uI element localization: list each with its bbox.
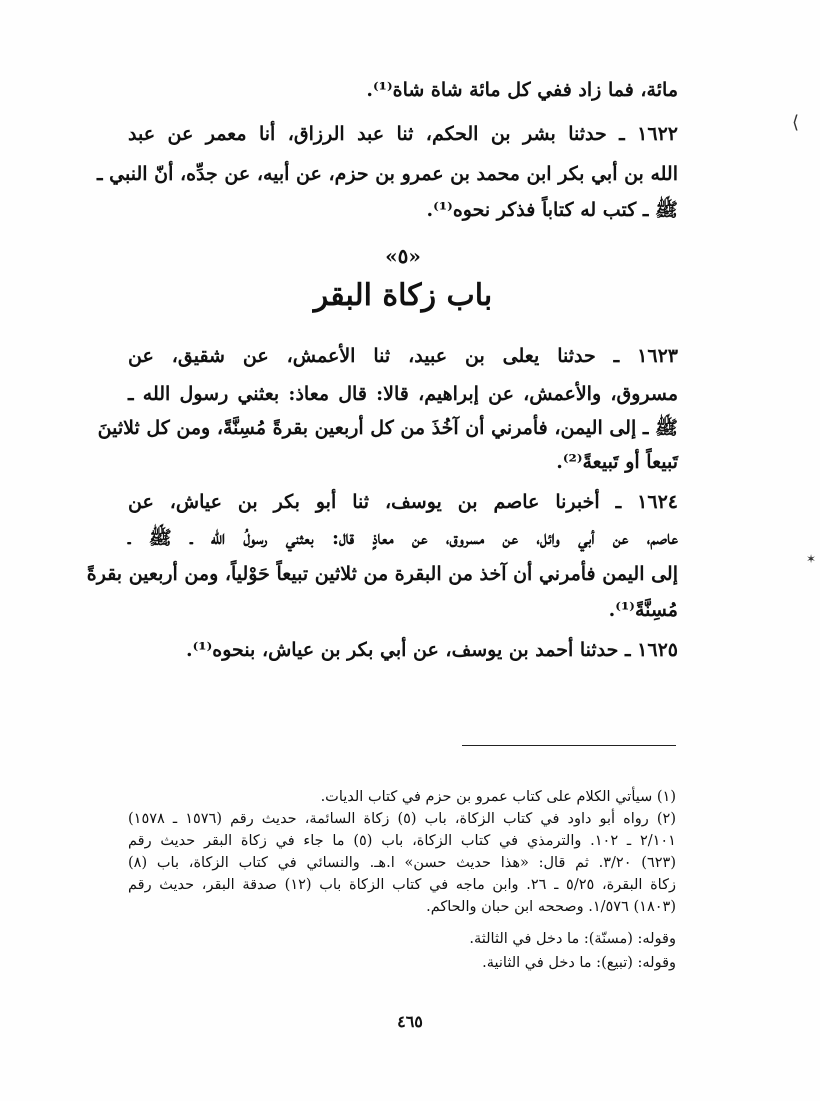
chapter-title: باب زكاة البقر [313,278,493,313]
footnote-2-line-5: (١٨٠٣) ١/٥٧٦. وصححه ابن حبان والحاكم. [426,899,676,915]
hadith-1624-line-3: إلى اليمن فأمرني أن آخذ من البقرة من ثلاثين تبيعاً حَوْلياً، ومن أربعين بقرةً [86,563,678,585]
footnote-note-1: وقوله: (مسنّة): ما دخل في الثالثة. [469,931,676,947]
hadith-1622-line-2: الله بن أبي بكر ابن محمد بن عمرو بن حزم، عن أبيه، عن جدِّه، أنّ النبي ـ [96,163,678,185]
hadith-1623-line-3: ﷺ ـ إلى اليمن، فأمرني أن آخُذَ من كل أربعين بقرةً مُسِنَّةً، ومن كل ثلاثينَ [97,417,678,439]
footnote-2-line-4: زكاة البقرة، ٥/٢٥ ـ ٢٦. وابن ماجه في كتاب الزكاة باب (١٢) صدقة البقر، حديث رقم [128,877,677,893]
hadith-1623-line-2: مسروق، والأعمش، عن إبراهيم، قالا: قال معاذ: بعثني رسول الله ـ [128,383,678,405]
margin-bracket-mark: ⟨ [792,112,800,133]
hadith-1624-line-4: مُسِنَّةً⁽¹⁾. [608,599,678,621]
footnote-2-line-2: ٢/١٠١ ـ ١٠٢. والترمذي في كتاب الزكاة، باب (٥) ما جاء في زكاة البقر حديث رقم [128,833,676,849]
margin-dot-mark: ✶ [806,552,817,566]
page-number: ٤٦٥ [397,1012,423,1031]
footnote-1: (١) سيأتي الكلام على كتاب عمرو بن حزم في كتاب الديات. [320,789,676,805]
hadith-1623-line-1: ١٦٢٣ ـ حدثنا يعلى بن عبيد، ثنا الأعمش، عن شقيق، عن [128,345,678,367]
hadith-1624-line-1: ١٦٢٤ ـ أخبرنا عاصم بن يوسف، ثنا أبو بكر بن عياش، عن [128,491,678,513]
hadith-1622-line-1: ١٦٢٢ ـ حدثنا بشر بن الحكم، ثنا عبد الرزاق، أنا معمر عن عبد [128,123,678,145]
footnote-2-line-1: (٢) رواه أبو داود في كتاب الزكاة، باب (٥) زكاة السائمة، حديث رقم (١٥٧٦ ـ ١٥٧٨) [128,811,676,827]
hadith-1622-line-3: ﷺ ـ كتب له كتاباً فذكر نحوه⁽¹⁾. [426,199,678,221]
hadith-1624-line-2: عاصم، عن أبي وائل، عن مسروق، عن معاذٍ قال: بعثني رسولُ الله ـ ﷺ ـ [128,527,678,549]
footnote-note-2: وقوله: (تبيع): ما دخل في الثانية. [482,955,676,971]
continuation-line: مائة، فما زاد ففي كل مائة شاة شاة⁽¹⁾. [366,79,678,101]
footnote-2-line-3: (٦٢٣) ٣/٢٠. ثم قال: «هذا حديث حسن» ا.هـ. والنسائي في كتاب الزكاة، باب (٨) [128,855,676,871]
hadith-1625-line: ١٦٢٥ ـ حدثنا أحمد بن يوسف، عن أبي بكر بن عياش، بنحوه⁽¹⁾. [186,639,678,661]
chapter-number: «٥» [385,244,421,268]
hadith-1623-line-4: تَبيعاً أو تَبيعةً⁽²⁾. [556,451,678,473]
footnote-divider [462,745,676,746]
